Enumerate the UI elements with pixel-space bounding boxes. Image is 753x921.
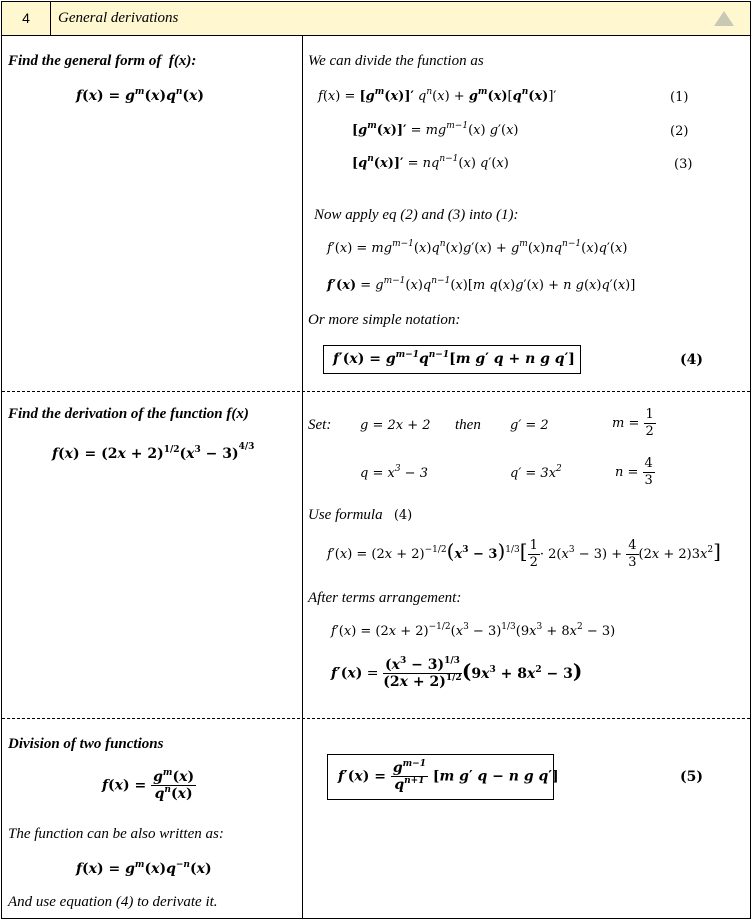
s3-boxed-equation: f′(x) = $\frac{g^{m-1}}{q^{n+1}}$ [m g′ q − n g q′] [327,754,554,800]
s3-also-text: The function can be also written as: [8,826,224,842]
s2-use-text: Use formula (4) [308,507,413,523]
s1-boxed-number: (4) [680,352,703,368]
s1-boxed-equation: $f'(x) = g^{m-1}q^{n-1}[m$ g′ q + n g q′] [323,345,581,374]
column-divider [302,36,303,919]
s2-left-title-fx: f(x) [226,406,249,422]
collapse-triangle-icon[interactable] [714,11,734,26]
s1-simple-text: Or more simple notation: [308,312,461,328]
s1-apply-text: Now apply eq (2) and (3) into (1): [314,207,519,223]
s2-left-formula: $f(x) = (2x + 2)^{1/2}(x^3 - 3)^{4/3}$ [52,442,255,462]
row-divider-1 [2,391,750,392]
section-title: General derivations [58,10,179,26]
s3-use-eq-text: And use equation (4) to derivate it. [8,894,218,910]
s2-then-label: then [455,417,481,433]
s2-left-title: Find the derivation of the function f(x) [8,406,249,422]
s2-after-text: After terms arrangement: [308,590,462,606]
s2-use-ref: (4) [393,508,413,523]
s1-intro: We can divide the function as [308,53,484,69]
s2-m-def: m = $\frac{1}{2}$ [612,407,654,439]
s3-boxed-number: (5) [680,769,703,785]
s1-eq3-number: (3) [674,157,693,172]
s3-left-formula2: $f(x) = g^m(x)q^{-n}(x)$ [76,860,212,877]
s1-left-title: Find the general form of f(x): [8,53,197,69]
s2-qprime-def: $q' = 3x^2$ [510,464,562,481]
s1-eq1-number: (1) [670,90,689,105]
s2-eq-after2: f′(x) = $\frac{(x^3 - 3)^{1/3}}{(2x + 2)^{1/2}}$ $(9x^3 + 8x^2 - 3)$ [331,656,583,690]
s2-g-def: g = 2x + 2 [360,418,431,433]
s1-eq-apply1: $f'(x) = mg^{m-1}(x)q^n(x)g'(x) + g^m(x)nq^{n-1}(x)q'(x)$ [327,239,628,256]
s2-q-def: $q = x^3 - 3$ [360,464,428,481]
s3-left-title: Division of two functions [8,736,164,752]
s1-left-formula: $f(x) = g^m(x)q^n(x)$ [76,87,205,104]
s1-eq3: $[q^n(x)]' = nq^{n-1}(x)$ q′(x) [352,154,509,171]
section-number: 4 [2,2,51,35]
row-divider-2 [2,718,750,719]
section-header [2,2,750,36]
s2-eq-use: $f'(x) = (2x + 2)^{-1/2}(x^3 - 3)^{1/3}$[ $\frac{1}{2}$ · $2(x^3 - 3)$ + $\frac{4}{3}$ $(2x + 2)3x^2$] [327,538,721,570]
s1-left-title-fx: f(x): [168,53,197,69]
s1-eq2-number: (2) [670,124,689,139]
s3-left-formula: f(x) = $\frac{g^m(x)}{q^n(x)}$ [102,768,195,802]
s2-gprime-def: g′ = 2 [510,418,549,433]
s2-n-def: n = $\frac{4}{3}$ [615,456,653,488]
s1-eq-apply2: $f'(x) = g^{m-1}(x)q^{n-1}(x)[m$ q(x)g′(x) + n g(x)q′(x)] [327,276,636,293]
s2-set-label: Set: [308,417,332,433]
s1-eq1: $f(x) = [g^m(x)]'$ $q^n(x) + g^m(x)[q^n(x)]'$ [318,87,557,104]
s2-eq-after1: $f'(x) = (2x + 2)^{-1/2}(x^3 - 3)^{1/3}(9x^3 + 8x^2 - 3)$ [331,622,616,639]
s1-eq2: $[g^m(x)]' = mg^{m-1}(x)$ g′(x) [352,121,519,138]
